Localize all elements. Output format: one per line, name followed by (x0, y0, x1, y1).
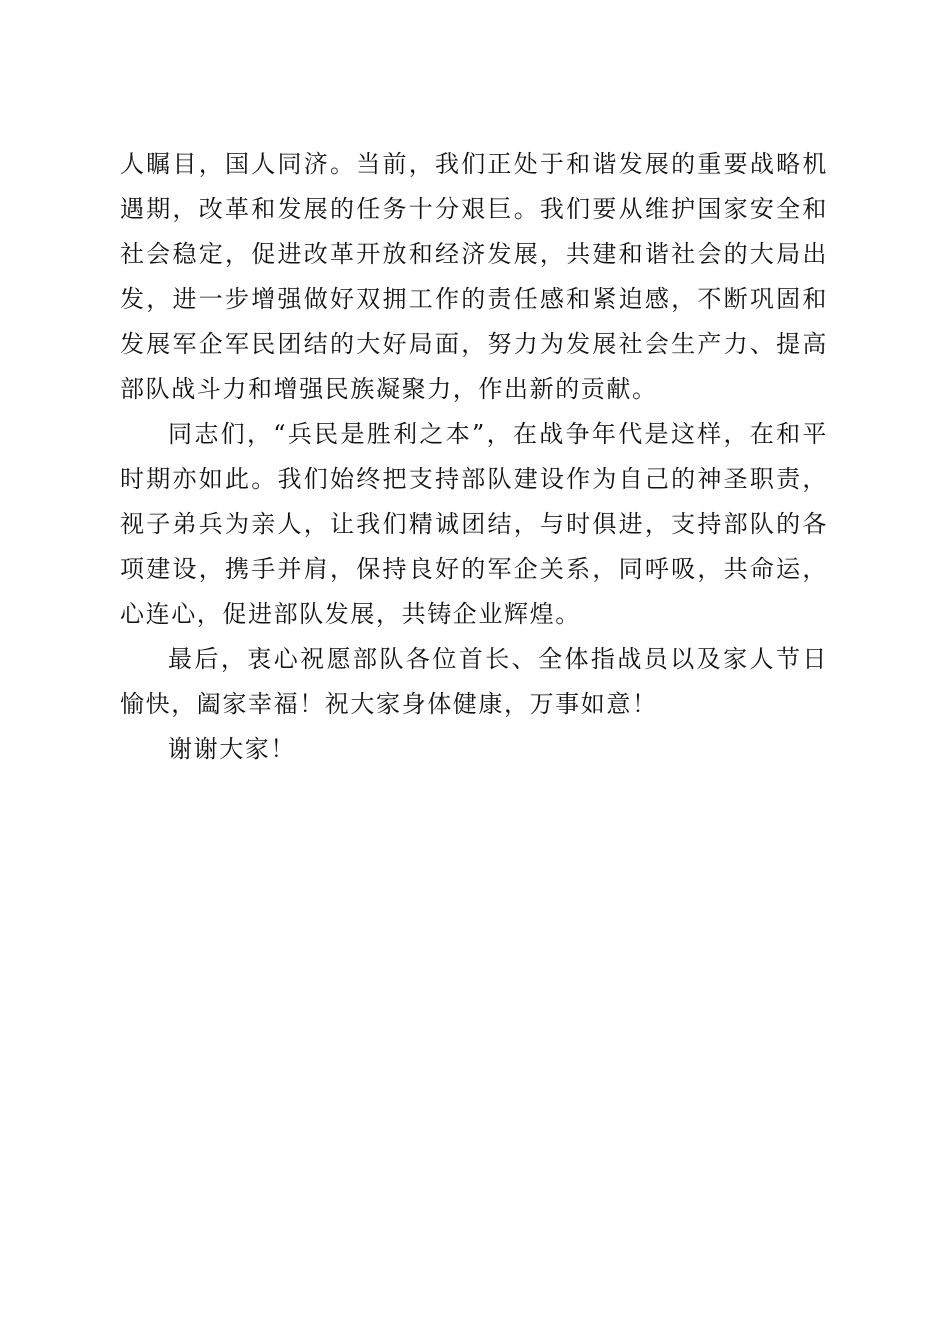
paragraph-thanks: 谢谢大家！ (168, 735, 296, 763)
paragraph-continuation: 人瞩目，国人同济。当前，我们正处于和谐发展的重要战略机遇期，改革和发展的任务十分艰巨。我们要从维护国家安全和社会稳定，促进改革开放和经济发展，共建和谐社会的大局出发，进一步增强做好双拥工作的责任感和紧迫感，不断巩固和发展军企军民团结的大好局面，努力为发展社会生产力、提高部队战斗力和增强民族凝聚力，作出新的贡献。 (120, 150, 828, 403)
paragraph-comrades: 同志们，“兵民是胜利之本”，在战争年代是这样，在和平时期亦如此。我们始终把支持部队建设作为自己的神圣职责，视子弟兵为亲人，让我们精诚团结，与时俱进，支持部队的各项建设，携手并肩，保持良好的军企关系，同呼吸，共命运，心连心，促进部队发展，共铸企业辉煌。 (120, 420, 828, 628)
document-body (120, 142, 828, 772)
paragraph-wishes: 最后，衷心祝愿部队各位首长、全体指战员以及家人节日愉快，阖家幸福！祝大家身体健康，万事如意！ (120, 645, 828, 718)
